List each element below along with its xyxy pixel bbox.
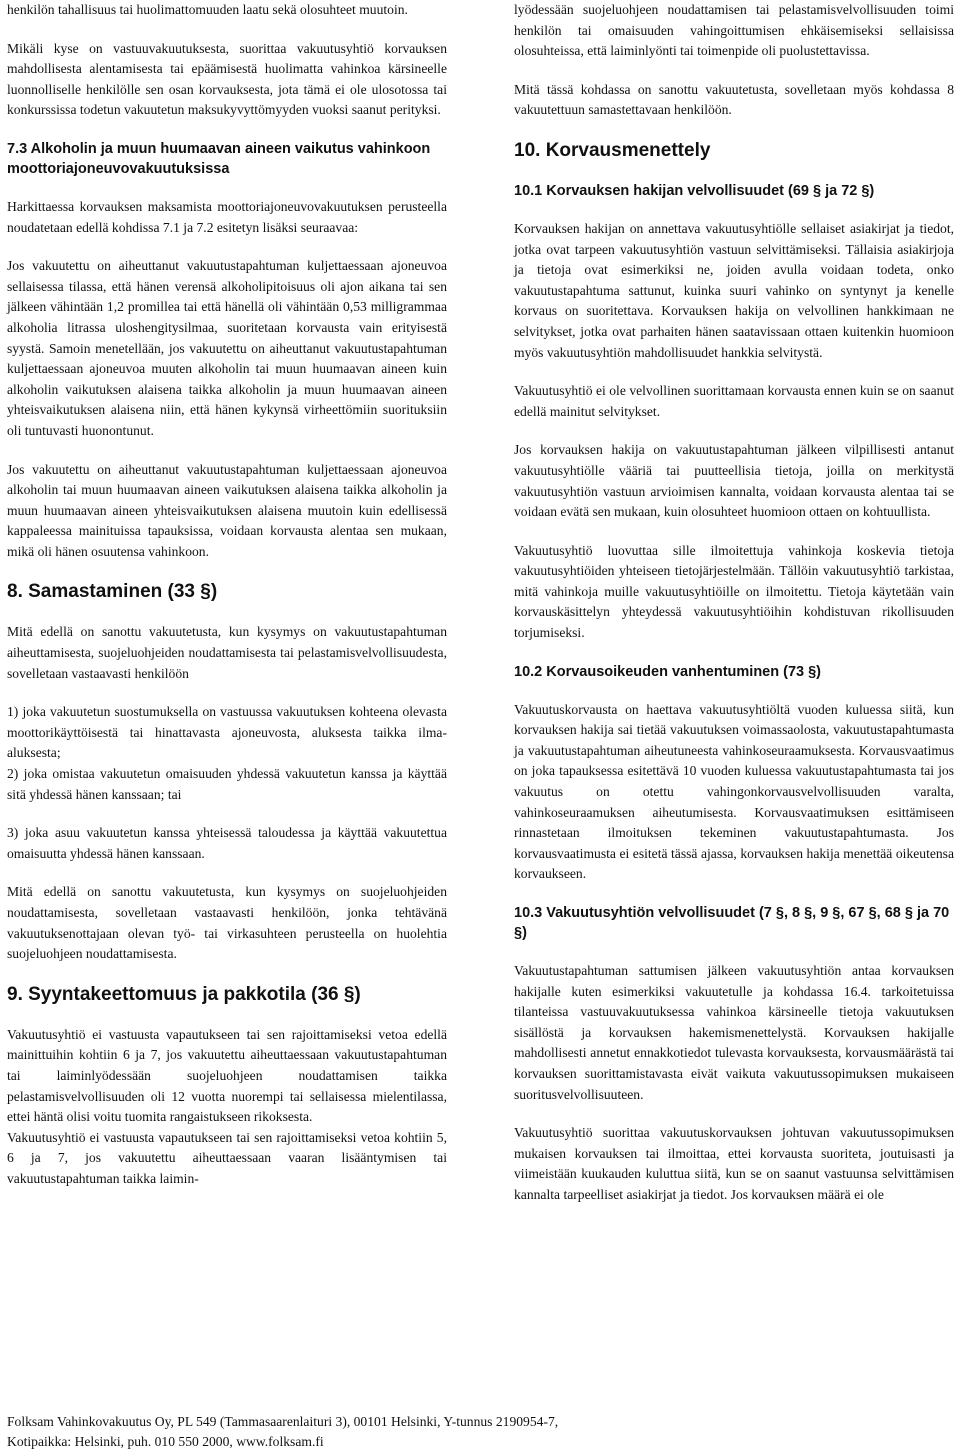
heading-10-3: 10.3 Vakuutusyhtiön velvollisuudet (7 §, 8 §, 9 §, 67 §, 68 § ja 70 §) <box>514 905 950 941</box>
paragraph: Mitä tässä kohdassa on sanottu vakuutetusta, sovelletaan myös kohdassa 8 vakuutettuun samastettavaan henkilöön. <box>514 81 954 118</box>
paragraph: Vakuutusyhtiö suorittaa vakuutuskorvauksen johtuvan vakuutussopimuksen mukaisen korvauksen tai ilmoittaa, ettei korvausta suoriteta, joutuisasti ja viimeistään kuukauden kuluttua siitä, kun se on saanut vastuunsa selvittämisen kannalta tarpeelliset asiakirjat ja tiedot. Jos korvauksen määrä ei ole <box>514 1125 954 1202</box>
paragraph: Vakuutustapahtuman sattumisen jälkeen vakuutusyhtiön antaa korvauksen hakijalle kuten esimerkiksi vakuutetulle ja kohdassa 16.4. tarkoitetuissa tilanteissa vastuuvakuutuksessa vahinkoa kärsineelle tietoja vakuutuksen sisällöstä ja korvauksen hakemismenettelystä. Korvauksen hakijalle mahdollisesti annetut ennakkotiedot tulevasta korvauksesta, korvausmäärästä tai korvauksen suorittamistavasta eivät vaikuta vakuutussopimuksen mukaiseen suoritusvelvollisuuteen. <box>514 963 954 1102</box>
heading-9: 9. Syyntakeettomuus ja pakkotila (36 §) <box>7 983 361 1005</box>
right-column <box>514 0 954 1224</box>
paragraph: Korvauksen hakijan on annettava vakuutusyhtiölle sellaiset asiakirjat ja tiedot, jotka ovat tarpeen vakuutusyhtiön vastuun selvittämiseksi. Tällaisia asiakirjoja ja tietoja ovat esimerkiksi ne, joiden avulla voidaan todeta, onko vakuutustapahtuma sattunut, kuinka suuri vahinko on syntynyt ja kenelle korvaus on suoritettava. Korvauksen hakija on velvollinen hankkimaan ne selvitykset, jotka ovat parhaiten hänen saatavissaan ottaen kuitenkin huomioon myös vakuutusyhtiön mahdollisuudet hankkia selvitystä. <box>514 220 954 360</box>
paragraph: Vakuutuskorvausta on haettava vakuutusyhtiöltä vuoden kuluessa siitä, kun korvauksen hakija sai tietää vakuutuksen voimassaolosta, vakuutustapahtumasta ja vakuutustapahtuman aiheutuneesta vahinkoseuraamuksesta. Korvausvaatimus on joka tapauksessa esitettävä 10 vuoden kuluessa vakuutustapahtumasta tai jos vakuutus on otettu vahingonkorvausvelvollisuuden varalta, vahinkoseuraamuksen aiheutumisesta. Korvausvaatimuksen esittämiseen rinnastetaan ilmoituksen tekeminen vakuutustapahtumasta. Jos korvausvaatimusta ei esitetä tässä ajassa, korvauksen hakija menettää oikeutensa korvaukseen. <box>514 701 954 882</box>
paragraph: Jos vakuutettu on aiheuttanut vakuutustapahtuman kuljettaessaan ajoneuvoa sellaisessa tilassa, että hänen verensä alkoholipitoisuus oli ajon aikana tai sen jälkeen vähintään 1,2 promillea tai että hänellä oli vähintään 0,53 milligrammaa alkoholia litrassa uloshengitysilmaa, suoritetaan korvausta vain erityisestä syystä. Samoin menetellään, jos vakuutettu on aiheuttanut vakuutustapahtuman kuljettaessaan ajoneuvoa muuten alkoholin tai muun huumaavan aineen kuin alkoholin vaikutuksen alaisena taikka alkoholin ja muun huumaavan aineen yhteisvaikutuksen alaisena niin, että hänen kykynsä virheettömiin suorituksiin oli tuntuvasti huonontunut. <box>7 258 447 438</box>
paragraph: Harkittaessa korvauksen maksamista moottoriajoneuvovakuutuksen perusteella noudatetaan edellä kohdissa 7.1 ja 7.2 esitetyn lisäksi seuraavaa: <box>7 198 447 235</box>
list-item: 1) joka vakuutetun suostumuksella on vastuussa vakuutuksen kohteena olevasta moottorikäyttöisestä tai hinattavasta ajoneuvosta, aluksesta taikka ilma-aluksesta; <box>7 704 447 761</box>
paragraph: Vakuutusyhtiö ei vastuusta vapautukseen tai sen rajoittamiseksi vetoa kohtiin 5, 6 ja 7, jos vakuutettu aiheuttaessaan vaaran lisääntymisen tai vakuutustapahtuman taikka laimin- <box>7 1129 447 1186</box>
heading-10-2: 10.2 Korvausoikeuden vanhentuminen (73 §) <box>514 663 822 680</box>
paragraph: Jos vakuutettu on aiheuttanut vakuutustapahtuman kuljettaessaan ajoneuvoa alkoholin tai muun huumaavan aineen vaikutuksen alaisena taikka alkoholin ja muun huumaavan aineen yhteisvaikutuksen alaisena muutoin kuin edellisessä kappaleessa mainituissa tapauksissa, voidaan korvausta alentaa sen mukaan, mikä oli hänen osuutensa vahinkoon. <box>7 461 447 559</box>
heading-10: 10. Korvausmenettely <box>514 139 711 161</box>
list-item: 2) joka omistaa vakuutetun omaisuuden yhdessä vakuutetun kanssa ja käyttää sitä yhdessä hänen kanssaan; tai <box>7 766 447 802</box>
heading-7-3: 7.3 Alkoholin ja muun huumaavan aineen vaikutus vahinkoon moottoriajoneuvovakuutuksissa <box>7 140 431 177</box>
footer-line-company: Folksam Vahinkovakuutus Oy, PL 549 (Tammasaarenlaituri 3), 00101 Helsinki, Y-tunnus 2190954-7, <box>7 1414 559 1429</box>
page-footer <box>7 1412 947 1452</box>
paragraph: Mitä edellä on sanottu vakuutetusta, kun kysymys on suojeluohjeiden noudattamisesta, sovelletaan vastaavasti henkilöön, jonka tehtävänä vakuutuksenottajaan olevan työ- tai virkasuhteen perusteella on huolehtia suojeluohjeen noudattamisesta. <box>7 884 447 962</box>
paragraph: Jos korvauksen hakija on vakuutustapahtuman jälkeen vilpillisesti antanut vakuutusyhtiölle vääriä tai puutteellisia tietoja, joilla on merkitystä vakuutusyhtiön vastuun arvioimisen kannalta, voidaan korvausta alentaa tai se voidaan evätä sen mukaan, kuin olosuhteet huomioon ottaen on kohtuullista. <box>514 442 954 520</box>
paragraph-continuation: lyödessään suojeluohjeen noudattamisen tai pelastamisvelvollisuuden toimi henkilön tai omaisuuden vahingoittumisen ehkäisemiseksi sellaisissa olosuhteissa, että laiminlyönti tai toimenpide oli puolustettavissa. <box>514 2 954 59</box>
paragraph: Vakuutusyhtiö ei ole velvollinen suorittamaan korvausta ennen kuin se on saanut edellä mainitut selvitykset. <box>514 383 954 419</box>
paragraph: Vakuutusyhtiö luovuttaa sille ilmoitettuja vahinkoja koskevia tietoja vakuutusyhtiöiden yhteiseen tietojärjestelmään. Tällöin vakuutusyhtiö tarkistaa, mitä vahinkoja muille vakuutusyhtiöille on ilmoitettu. Tietoja käytetään vain korvauskäsittelyn yhteydessä vakuutusyhtiöihin kohdistuvan rikollisuuden torjumiseksi. <box>514 542 954 641</box>
list-item: 3) joka asuu vakuutetun kanssa yhteisessä taloudessa ja käyttää vakuutettua omaisuutta yhdessä hänen kanssaan. <box>7 825 447 861</box>
heading-8: 8. Samastaminen (33 §) <box>7 581 218 603</box>
heading-10-1: 10.1 Korvauksen hakijan velvollisuudet (69 § ja 72 §) <box>514 182 875 199</box>
footer-line-contact: Kotipaikka: Helsinki, puh. 010 550 2000, www.folksam.fi <box>7 1434 324 1449</box>
paragraph: Vakuutusyhtiö ei vastuusta vapautukseen tai sen rajoittamiseksi vetoa edellä mainittuihin kohtiin 6 ja 7, jos vakuutettu aiheuttaessaan vakuutustapahtuman tai laiminlyödessään suojeluohjeen noudattamisen taikka pelastamisvelvollisuuden oli 12 vuotta nuorempi tai sellaisessa mielentilassa, ettei häntä olisi voitu tuomita rangaistukseen rikoksesta. <box>7 1026 447 1125</box>
paragraph-liability-insurance: Mikäli kyse on vastuuvakuutuksesta, suorittaa vakuutusyhtiö korvauksen mahdollisesta alentamisesta tai epäämisestä huolimatta vahinkoa kärsineelle luonnolliselle henkilölle sen osan korvauksesta, jota tämä ei ole ulosotossa tai konkurssissa todetun vakuutetun maksukyvyttömyyden vuoksi saanut perityksi. <box>7 40 447 118</box>
paragraph: Mitä edellä on sanottu vakuutetusta, kun kysymys on vakuutustapahtuman aiheuttamisesta, suojeluohjeiden noudattamisesta tai pelastamisvelvollisuudesta, sovelletaan vastaavasti henkilöön <box>7 624 447 681</box>
left-column <box>7 0 447 1208</box>
paragraph-continuation: henkilön tahallisuus tai huolimattomuuden laatu sekä olosuhteet muutoin. <box>7 2 408 17</box>
